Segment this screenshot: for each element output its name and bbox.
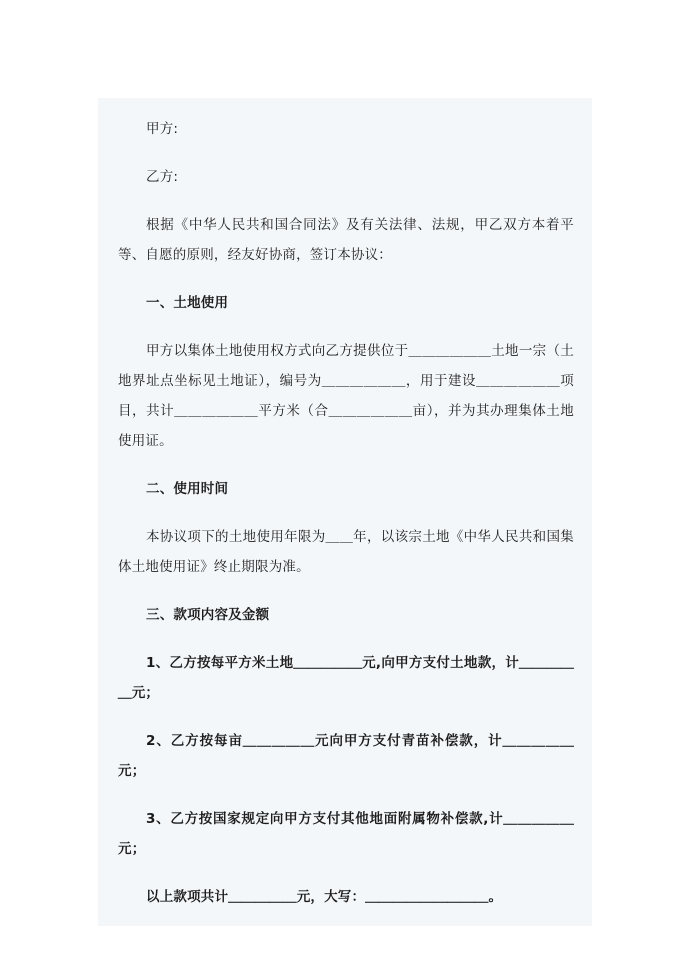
payment-total: 以上款项共计＿＿＿＿＿元，大写：＿＿＿＿＿＿＿＿＿。: [146, 889, 503, 905]
section-1-body: 甲方以集体土地使用权方式向乙方提供位于＿＿＿＿＿＿土地一宗（土地界址点坐标见土地证），编号为＿＿＿＿＿＿，用于建设＿＿＿＿＿＿项目，共计＿＿＿＿＿＿平方米（合＿＿＿＿＿＿亩），并为其办理集体土地使用证。: [118, 343, 574, 449]
section-2-title: 二、使用时间: [146, 481, 229, 497]
payment-item-2: 2、乙方按每亩＿＿＿＿＿元向甲方支付青苗补偿款，计＿＿＿＿＿元；: [118, 733, 574, 779]
payment-item-1: 1、乙方按每平方米土地＿＿＿＿＿元,向甲方支付土地款，计＿＿＿＿＿元；: [118, 655, 574, 701]
document-body: [98, 98, 592, 926]
section-1-title: 一、土地使用: [146, 295, 229, 311]
paragraph-party-b: 乙方:: [146, 169, 179, 185]
payment-item-3: 3、乙方按国家规定向甲方支付其他地面附属物补偿款,计＿＿＿＿＿元；: [118, 811, 574, 857]
paragraph-party-a: 甲方:: [146, 121, 179, 137]
paragraph-preamble: 根据《中华人民共和国合同法》及有关法律、法规，甲乙双方本着平等、自愿的原则，经友好协商，签订本协议：: [118, 217, 574, 263]
section-2-body: 本协议项下的土地使用年限为＿＿年，以该宗土地《中华人民共和国集体土地使用证》终止期限为准。: [118, 529, 574, 575]
section-3-title: 三、款项内容及金额: [146, 607, 270, 623]
